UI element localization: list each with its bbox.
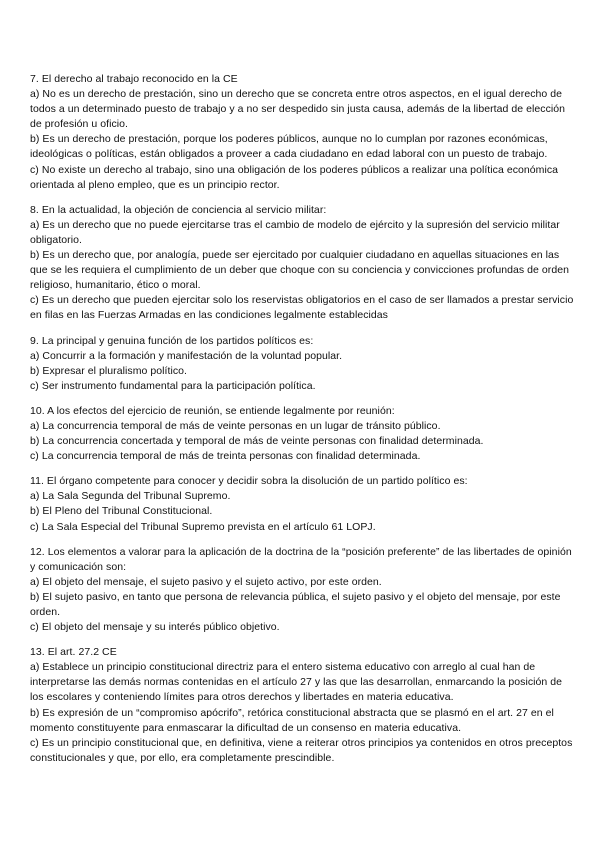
option-a: a) No es un derecho de prestación, sino un derecho que se concreta entre otros aspectos, en el igual derecho de todos a un determinado puesto de trabajo y a no ser despedido sin justa causa, además de la libertad de elección de profesión u oficio.: [30, 88, 566, 131]
option-a: a) El objeto del mensaje, el sujeto pasivo y el sujeto activo, por este orden.: [30, 575, 382, 588]
option-b: b) Es un derecho de prestación, porque los poderes públicos, aunque no lo cumplan por razones económicas, ideológicas o políticas, están obligados a proveer a cada ciudadano en edad laboral con un puesto de trabajo.: [30, 133, 548, 161]
option-c: c) Ser instrumento fundamental para la participación política.: [30, 379, 316, 392]
option-a: a) Establece un principio constitucional directriz para el entero sistema educativo con arreglo al cual han de interpretarse las demás normas contenidas en el artículo 27 y las que las desarrollan, enmarcando la posición de los escolares y conteniendo límites para otros derechos y libertades en materia educativa.: [30, 661, 563, 704]
option-c: c) El objeto del mensaje y su interés público objetivo.: [30, 621, 280, 634]
option-c: c) No existe un derecho al trabajo, sino una obligación de los poderes públicos a realizar una política económica orientada al pleno empleo, que es un principio rector.: [30, 163, 559, 191]
question-list: [30, 72, 576, 776]
option-b: b) El sujeto pasivo, en tanto que persona de relevancia pública, el sujeto pasivo y el objeto del mensaje, por este orden.: [30, 590, 561, 618]
question-title: 10. A los efectos del ejercicio de reunión, se entiende legalmente por reunión:: [30, 404, 395, 417]
option-b: b) La concurrencia concertada y temporal de más de veinte personas con finalidad determinada.: [30, 435, 484, 448]
question-title: 8. En la actualidad, la objeción de conciencia al servicio militar:: [30, 203, 327, 216]
option-b: b) Expresar el pluralismo político.: [30, 364, 187, 377]
option-b: b) Es un derecho que, por analogía, puede ser ejercitado por cualquier ciudadano en aquellas situaciones en las que se les requiera el cumplimiento de un deber que choque con su conciencia y convicciones profundas de orden religioso, humanitario, ético o moral.: [30, 249, 570, 292]
question-11: [30, 474, 576, 534]
question-12: [30, 545, 576, 636]
option-c: c) La concurrencia temporal de más de treinta personas con finalidad determinada.: [30, 450, 421, 463]
option-a: a) Es un derecho que no puede ejercitarse tras el cambio de modelo de ejército y la supresión del servicio militar obligatorio.: [30, 218, 560, 246]
question-10: [30, 404, 576, 464]
option-c: c) Es un principio constitucional que, en definitiva, viene a reiterar otros principios ya contenidos en otros preceptos constitucionales y que, por ello, era completamente prescindible.: [30, 736, 573, 764]
question-title: 11. El órgano competente para conocer y decidir sobra la disolución de un partido político es:: [30, 475, 468, 488]
question-title: 13. El art. 27.2 CE: [30, 646, 117, 659]
option-c: c) Es un derecho que pueden ejercitar solo los reservistas obligatorios en el caso de ser llamados a prestar servicio en filas en las Fuerzas Armadas en las condiciones legalmente establecidas: [30, 294, 574, 322]
question-title: 9. La principal y genuina función de los partidos políticos es:: [30, 334, 314, 347]
question-9: [30, 334, 576, 394]
option-a: a) Concurrir a la formación y manifestación de la voluntad popular.: [30, 349, 343, 362]
question-title: 7. El derecho al trabajo reconocido en la CE: [30, 73, 238, 85]
question-title: 12. Los elementos a valorar para la aplicación de la doctrina de la “posición preferente” de las libertades de opinión y comunicación son:: [30, 545, 572, 573]
option-a: a) La Sala Segunda del Tribunal Supremo.: [30, 490, 231, 503]
option-b: b) El Pleno del Tribunal Constitucional.: [30, 505, 213, 518]
option-b: b) Es expresión de un “compromiso apócrifo”, retórica constitucional abstracta que se plasmó en el art. 27 en el momento constituyente para enmascarar la dificultad de un consenso en materia educativa.: [30, 706, 554, 734]
question-7: [30, 72, 576, 193]
question-8: [30, 203, 576, 324]
option-a: a) La concurrencia temporal de más de veinte personas en un lugar de tránsito público.: [30, 419, 441, 432]
option-c: c) La Sala Especial del Tribunal Supremo prevista en el artículo 61 LOPJ.: [30, 520, 376, 533]
question-13: [30, 645, 576, 766]
